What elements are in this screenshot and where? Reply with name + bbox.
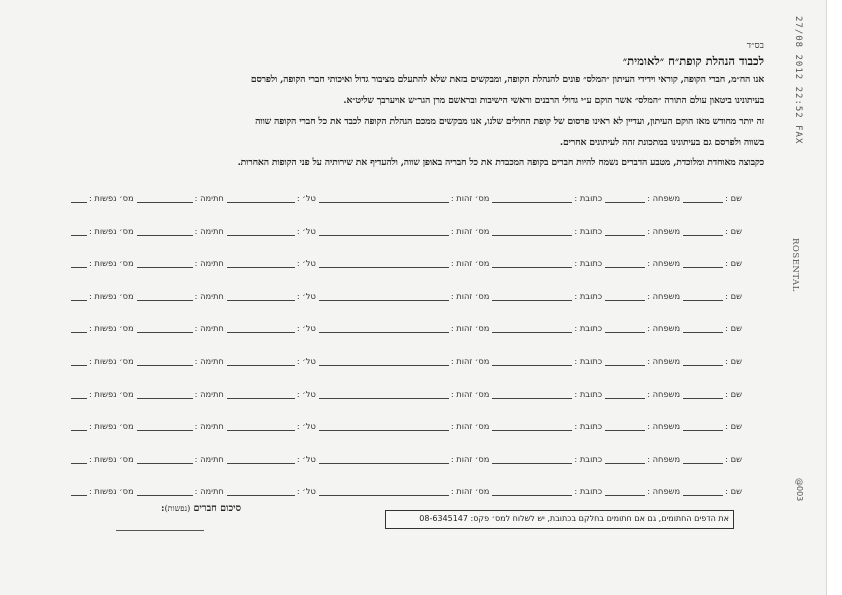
signature-field-blank[interactable]: [137, 421, 193, 431]
souls-field-blank[interactable]: [71, 454, 87, 464]
souls-field: [68, 226, 134, 236]
signature-field-blank[interactable]: [137, 323, 193, 333]
souls-field-label: מס׳ נפשות :: [89, 290, 134, 301]
name-field: [680, 226, 742, 236]
name-field-blank[interactable]: [683, 454, 723, 464]
address-field-blank[interactable]: [492, 193, 572, 203]
id-number-field-label: מס׳ זהות :: [450, 290, 490, 301]
address-field-label: כתובת :: [574, 258, 603, 269]
souls-field: [68, 486, 134, 496]
id-number-field-blank[interactable]: [319, 193, 449, 203]
name-field: [680, 389, 742, 399]
souls-field-label: מס׳ נפשות :: [89, 193, 134, 203]
souls-field-blank[interactable]: [71, 226, 87, 236]
id-number-field: [316, 291, 490, 301]
family-field-blank[interactable]: [605, 486, 645, 496]
souls-field: [68, 356, 134, 366]
family-field-label: משפחה :: [647, 453, 681, 464]
family-field-label: משפחה :: [647, 258, 681, 269]
souls-field-blank[interactable]: [71, 356, 87, 366]
address-field-blank[interactable]: [492, 323, 572, 333]
phone-field-label: טל׳ :: [296, 225, 316, 236]
address-field-blank[interactable]: [492, 421, 572, 431]
address-field-blank[interactable]: [492, 486, 572, 496]
family-field-label: משפחה :: [647, 356, 681, 366]
name-field-label: שם :: [725, 225, 742, 236]
id-number-field-label: מס׳ זהות :: [450, 421, 490, 432]
souls-field-label: מס׳ נפשות :: [89, 453, 134, 464]
phone-field-label: טל׳ :: [296, 421, 316, 432]
name-field-label: שם :: [725, 258, 742, 269]
address-field-blank[interactable]: [492, 226, 572, 236]
family-field-label: משפחה :: [647, 421, 681, 432]
souls-field: [68, 454, 134, 464]
name-field-label: שם :: [725, 421, 742, 432]
address-field: [489, 389, 602, 399]
address-field-blank[interactable]: [492, 389, 572, 399]
family-field-blank[interactable]: [605, 323, 645, 333]
signature-field-label: חתימה :: [194, 453, 224, 464]
fax-header: 27/08 2012 22:52 FAX: [793, 16, 803, 145]
address-field-label: כתובת :: [574, 453, 603, 464]
id-number-field: [316, 421, 490, 431]
souls-field: [68, 389, 134, 399]
id-number-field-blank[interactable]: [319, 486, 449, 496]
name-field-label: שם :: [725, 453, 742, 464]
address-field-label: כתובת :: [574, 225, 603, 236]
souls-field-blank[interactable]: [71, 486, 87, 496]
form-row: [82, 385, 742, 399]
phone-field-blank[interactable]: [227, 421, 295, 431]
page-marker: @003: [795, 478, 804, 502]
id-number-field: [316, 258, 490, 268]
souls-field-blank[interactable]: [71, 323, 87, 333]
souls-field-label: מס׳ נפשות :: [89, 258, 134, 269]
name-field-blank[interactable]: [683, 421, 723, 431]
id-number-field: [316, 486, 490, 496]
signature-field: [134, 454, 224, 464]
address-field-label: כתובת :: [574, 356, 603, 366]
paragraph-line: אנו הח״מ, חברי הקופה, קוראי וידידי העיתון ״המלס״ פונים להנהלת הקופה, ומבקשים בזאת שלא להתעלם מציבור גדול ואיכותי חברי הקופה, ולפרסם: [250, 74, 764, 85]
address-field-blank[interactable]: [492, 291, 572, 301]
phone-field-blank[interactable]: [227, 323, 295, 333]
phone-field-label: טל׳ :: [296, 486, 316, 497]
address-field-blank[interactable]: [492, 356, 572, 366]
family-field: [602, 258, 680, 268]
phone-field: [224, 356, 316, 366]
souls-field-label: מס׳ נפשות :: [89, 421, 134, 432]
phone-field: [224, 291, 316, 301]
name-field-blank[interactable]: [683, 356, 723, 366]
phone-field-blank[interactable]: [227, 226, 295, 236]
phone-field: [224, 193, 316, 203]
souls-field: [68, 421, 134, 431]
id-number-field-blank[interactable]: [319, 356, 449, 366]
name-field-label: שם :: [725, 290, 742, 301]
address-field: [489, 454, 602, 464]
souls-field: [68, 323, 134, 333]
signature-field-label: חתימה :: [194, 290, 224, 301]
family-field: [602, 421, 680, 431]
form-row: [82, 450, 742, 464]
signature-field-blank[interactable]: [137, 486, 193, 496]
signature-field-label: חתימה :: [194, 486, 224, 497]
souls-field-blank[interactable]: [71, 421, 87, 431]
signature-field-blank[interactable]: [137, 356, 193, 366]
id-number-field-blank[interactable]: [319, 454, 449, 464]
name-field: [680, 193, 742, 203]
id-number-field: [316, 193, 490, 203]
id-number-field-label: מס׳ זהות :: [450, 388, 490, 399]
paragraph-line: כקבוצה מאוחדת ומלוכדת, מטבע הדברים נשמח להיות חברים בקופה המכבדת את כל חבריה באופן שווה, ולהעדיף את שירותיה על פני הקופות האחרות.: [237, 157, 764, 168]
signature-field: [134, 193, 224, 203]
id-number-field: [316, 389, 490, 399]
id-number-field-blank[interactable]: [319, 389, 449, 399]
name-field-blank[interactable]: [683, 193, 723, 203]
name-field-blank[interactable]: [683, 291, 723, 301]
name-field: [680, 454, 742, 464]
id-number-field-label: מס׳ זהות :: [450, 225, 490, 236]
phone-field-blank[interactable]: [227, 291, 295, 301]
phone-field-blank[interactable]: [227, 193, 295, 203]
signature-field: [134, 421, 224, 431]
family-field-blank[interactable]: [605, 193, 645, 203]
bsd-mark: בס״ד: [746, 41, 764, 51]
signature-field: [134, 258, 224, 268]
fax-note-box: [385, 510, 734, 529]
name-field-blank[interactable]: [683, 389, 723, 399]
souls-field-blank[interactable]: [71, 258, 87, 268]
address-field-blank[interactable]: [492, 454, 572, 464]
phone-field-blank[interactable]: [227, 356, 295, 366]
family-field: [602, 356, 680, 366]
signature-field-blank[interactable]: [137, 258, 193, 268]
id-number-field: [316, 226, 490, 236]
phone-field-label: טל׳ :: [296, 258, 316, 269]
signature-field-blank[interactable]: [137, 454, 193, 464]
name-field-blank[interactable]: [683, 323, 723, 333]
id-number-field-label: מס׳ זהות :: [450, 193, 490, 203]
name-field-label: שם :: [725, 486, 742, 497]
family-field-blank[interactable]: [605, 291, 645, 301]
family-field-blank[interactable]: [605, 226, 645, 236]
family-field-blank[interactable]: [605, 356, 645, 366]
address-field-label: כתובת :: [574, 388, 603, 399]
signature-field-blank[interactable]: [137, 291, 193, 301]
address-field-label: כתובת :: [574, 486, 603, 497]
souls-field-blank[interactable]: [71, 291, 87, 301]
phone-field-label: טל׳ :: [296, 193, 316, 203]
address-field: [489, 323, 602, 333]
name-field-blank[interactable]: [683, 226, 723, 236]
name-field: [680, 323, 742, 333]
signature-field-label: חתימה :: [194, 323, 224, 334]
letter-heading: לכבוד הנהלת קופת״ח ״לאומית״: [622, 54, 764, 68]
sheet-edge: [826, 0, 842, 595]
address-field-label: כתובת :: [574, 193, 603, 203]
family-field-label: משפחה :: [647, 193, 681, 203]
paragraph-line: בעיתונינו ביטאון עולם התורה ״המלס״ אשר הוקם ע״י גדולי הרבנים וראשי הישיבות ובראשם מרן הגר״ש אויערבך שליט״א.: [343, 95, 764, 106]
phone-field-blank[interactable]: [227, 486, 295, 496]
summary-sub: (נפשות): [164, 504, 191, 513]
souls-field-label: מס׳ נפשות :: [89, 388, 134, 399]
phone-field-blank[interactable]: [227, 389, 295, 399]
name-field-label: שם :: [725, 356, 742, 366]
phone-field-label: טל׳ :: [296, 388, 316, 399]
address-field: [489, 291, 602, 301]
phone-field: [224, 389, 316, 399]
family-field: [602, 389, 680, 399]
signature-field-blank[interactable]: [137, 226, 193, 236]
name-field-label: שם :: [725, 323, 742, 334]
address-field: [489, 226, 602, 236]
summary-label: סיכום חברים: [193, 503, 241, 514]
family-field: [602, 291, 680, 301]
paragraph-line: בשווה ולפרסם גם בעיתונינו במתכונת זהה לעיתונים אחרים.: [559, 137, 764, 148]
signature-field: [134, 226, 224, 236]
phone-field: [224, 258, 316, 268]
phone-field-blank[interactable]: [227, 454, 295, 464]
family-field: [602, 454, 680, 464]
form-row: [82, 222, 742, 236]
signature-field: [134, 389, 224, 399]
souls-field-label: מס׳ נפשות :: [89, 486, 134, 497]
signature-field-blank[interactable]: [137, 193, 193, 203]
address-field: [489, 356, 602, 366]
souls-field-label: מס׳ נפשות :: [89, 323, 134, 334]
signature-field-label: חתימה :: [194, 258, 224, 269]
id-number-field-blank[interactable]: [319, 421, 449, 431]
form-row: [82, 287, 742, 301]
phone-field: [224, 454, 316, 464]
id-number-field: [316, 323, 490, 333]
signature-field-blank[interactable]: [137, 389, 193, 399]
id-number-field-label: מס׳ זהות :: [450, 323, 490, 334]
form-row: [82, 482, 742, 496]
phone-field-label: טל׳ :: [296, 356, 316, 366]
address-field-label: כתובת :: [574, 290, 603, 301]
name-field-blank[interactable]: [683, 258, 723, 268]
name-field-blank[interactable]: [683, 486, 723, 496]
address-field: [489, 486, 602, 496]
phone-field: [224, 226, 316, 236]
phone-field-label: טל׳ :: [296, 453, 316, 464]
signature-field-label: חתימה :: [194, 225, 224, 236]
souls-field-blank[interactable]: [71, 193, 87, 203]
signature-field-label: חתימה :: [194, 421, 224, 432]
id-number-field-label: מס׳ זהות :: [450, 258, 490, 269]
id-number-field: [316, 454, 490, 464]
id-number-field-label: מס׳ זהות :: [450, 453, 490, 464]
members-summary: סיכום חברים (נפשות):: [161, 503, 241, 514]
phone-field-label: טל׳ :: [296, 290, 316, 301]
id-number-field-blank[interactable]: [319, 323, 449, 333]
form-row: [82, 417, 742, 431]
signature-field: [134, 291, 224, 301]
name-field-label: שם :: [725, 388, 742, 399]
form-row: [82, 319, 742, 333]
address-field-label: כתובת :: [574, 421, 603, 432]
signature-field: [134, 356, 224, 366]
family-field-label: משפחה :: [647, 388, 681, 399]
family-field: [602, 226, 680, 236]
address-field: [489, 193, 602, 203]
id-number-field-label: מס׳ זהות :: [450, 486, 490, 497]
family-field-label: משפחה :: [647, 290, 681, 301]
sender-name: ROSENTAL: [790, 238, 800, 292]
signature-field-label: חתימה :: [194, 356, 224, 366]
address-field-blank[interactable]: [492, 258, 572, 268]
family-field-label: משפחה :: [647, 486, 681, 497]
address-field: [489, 258, 602, 268]
form-row: [82, 352, 742, 366]
phone-field: [224, 486, 316, 496]
family-field: [602, 323, 680, 333]
family-field-label: משפחה :: [647, 225, 681, 236]
family-field-label: משפחה :: [647, 323, 681, 334]
address-field-label: כתובת :: [574, 323, 603, 334]
id-number-field-blank[interactable]: [319, 291, 449, 301]
name-field: [680, 486, 742, 496]
summary-line[interactable]: [116, 530, 204, 531]
name-field: [680, 258, 742, 268]
family-field: [602, 486, 680, 496]
souls-field-blank[interactable]: [71, 389, 87, 399]
family-field-blank[interactable]: [605, 389, 645, 399]
souls-field: [68, 258, 134, 268]
family-field: [602, 193, 680, 203]
phone-field: [224, 421, 316, 431]
id-number-field: [316, 356, 490, 366]
form-row: [82, 189, 742, 203]
id-number-field-blank[interactable]: [319, 226, 449, 236]
id-number-field-label: מס׳ זהות :: [450, 356, 490, 366]
souls-field-label: מס׳ נפשות :: [89, 225, 134, 236]
id-number-field-blank[interactable]: [319, 258, 449, 268]
signature-field-label: חתימה :: [194, 193, 224, 203]
souls-field: [68, 193, 134, 203]
souls-field-label: מס׳ נפשות :: [89, 356, 134, 366]
signature-field: [134, 323, 224, 333]
phone-field-blank[interactable]: [227, 258, 295, 268]
family-field-blank[interactable]: [605, 421, 645, 431]
name-field: [680, 421, 742, 431]
address-field: [489, 421, 602, 431]
signature-field-label: חתימה :: [194, 388, 224, 399]
family-field-blank[interactable]: [605, 454, 645, 464]
name-field-label: שם :: [725, 193, 742, 203]
name-field: [680, 291, 742, 301]
phone-field-label: טל׳ :: [296, 323, 316, 334]
form-row: [82, 254, 742, 268]
souls-field: [68, 291, 134, 301]
name-field: [680, 356, 742, 366]
family-field-blank[interactable]: [605, 258, 645, 268]
phone-field: [224, 323, 316, 333]
fax-note-text: את הדפים החתומים, גם אם חתומים בחלקם בכתובת, יש לשלוח למס׳ פקס: 08-6345147: [419, 514, 729, 523]
signature-field: [134, 486, 224, 496]
paragraph-line: זה יותר מחודש מאז הוקם העיתון, ועדיין לא ראינו פרסום של קופת החולים שלנו, אנו מבקשים ממכם הנהלת הקופה לכבד את כל חברי הקופה שווה: [255, 116, 764, 127]
